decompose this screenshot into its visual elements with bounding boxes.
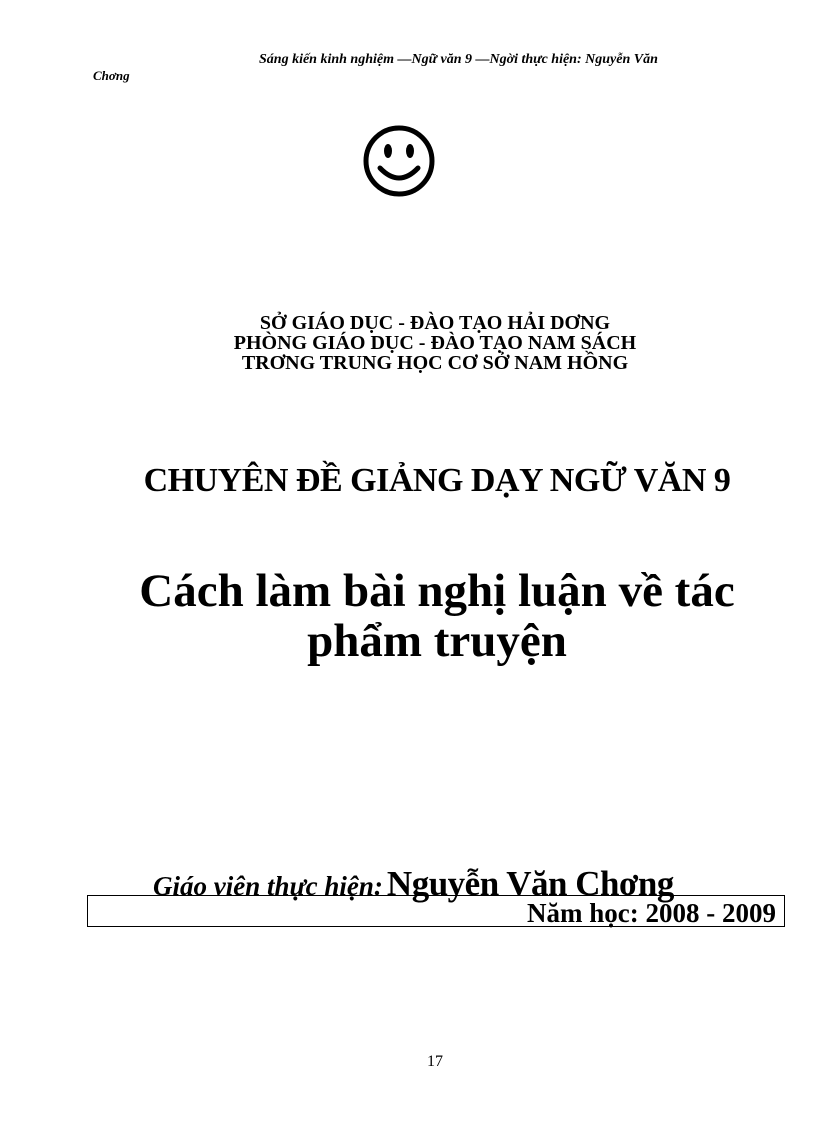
topic-heading: CHUYÊN ĐỀ GIẢNG DẠY NGỮ VĂN 9 bbox=[143, 462, 731, 499]
teacher-label: Giáo viên thực hiện: bbox=[153, 871, 383, 901]
institution-block bbox=[0, 313, 816, 373]
main-title-line2: phẩm truyện bbox=[307, 615, 567, 667]
running-header: Sáng kiến kinh nghiệm —Ngữ văn 9 —Ngời thực hiện: Nguyễn Văn bbox=[259, 52, 658, 67]
department-name: SỞ GIÁO DỤC - ĐÀO TẠO HẢI DƠNG bbox=[259, 312, 611, 334]
school-year: Năm học: 2008 - 2009 bbox=[527, 898, 776, 928]
running-header-continuation: Chơng bbox=[93, 68, 130, 83]
teacher-name: Nguyễn Văn Chơng bbox=[386, 864, 674, 903]
school-year-box bbox=[87, 895, 785, 927]
smiley-face-icon bbox=[362, 124, 436, 198]
office-name: PHÒNG GIÁO DỤC - ĐÀO TẠO NAM SÁCH bbox=[233, 332, 637, 354]
main-title-line1: Cách làm bài nghị luận về tác bbox=[139, 565, 735, 617]
school-name: TRƠNG TRUNG HỌC CƠ SỞ NAM HỒNG bbox=[241, 352, 629, 374]
page-number: 17 bbox=[427, 1053, 443, 1070]
main-title bbox=[0, 566, 816, 666]
